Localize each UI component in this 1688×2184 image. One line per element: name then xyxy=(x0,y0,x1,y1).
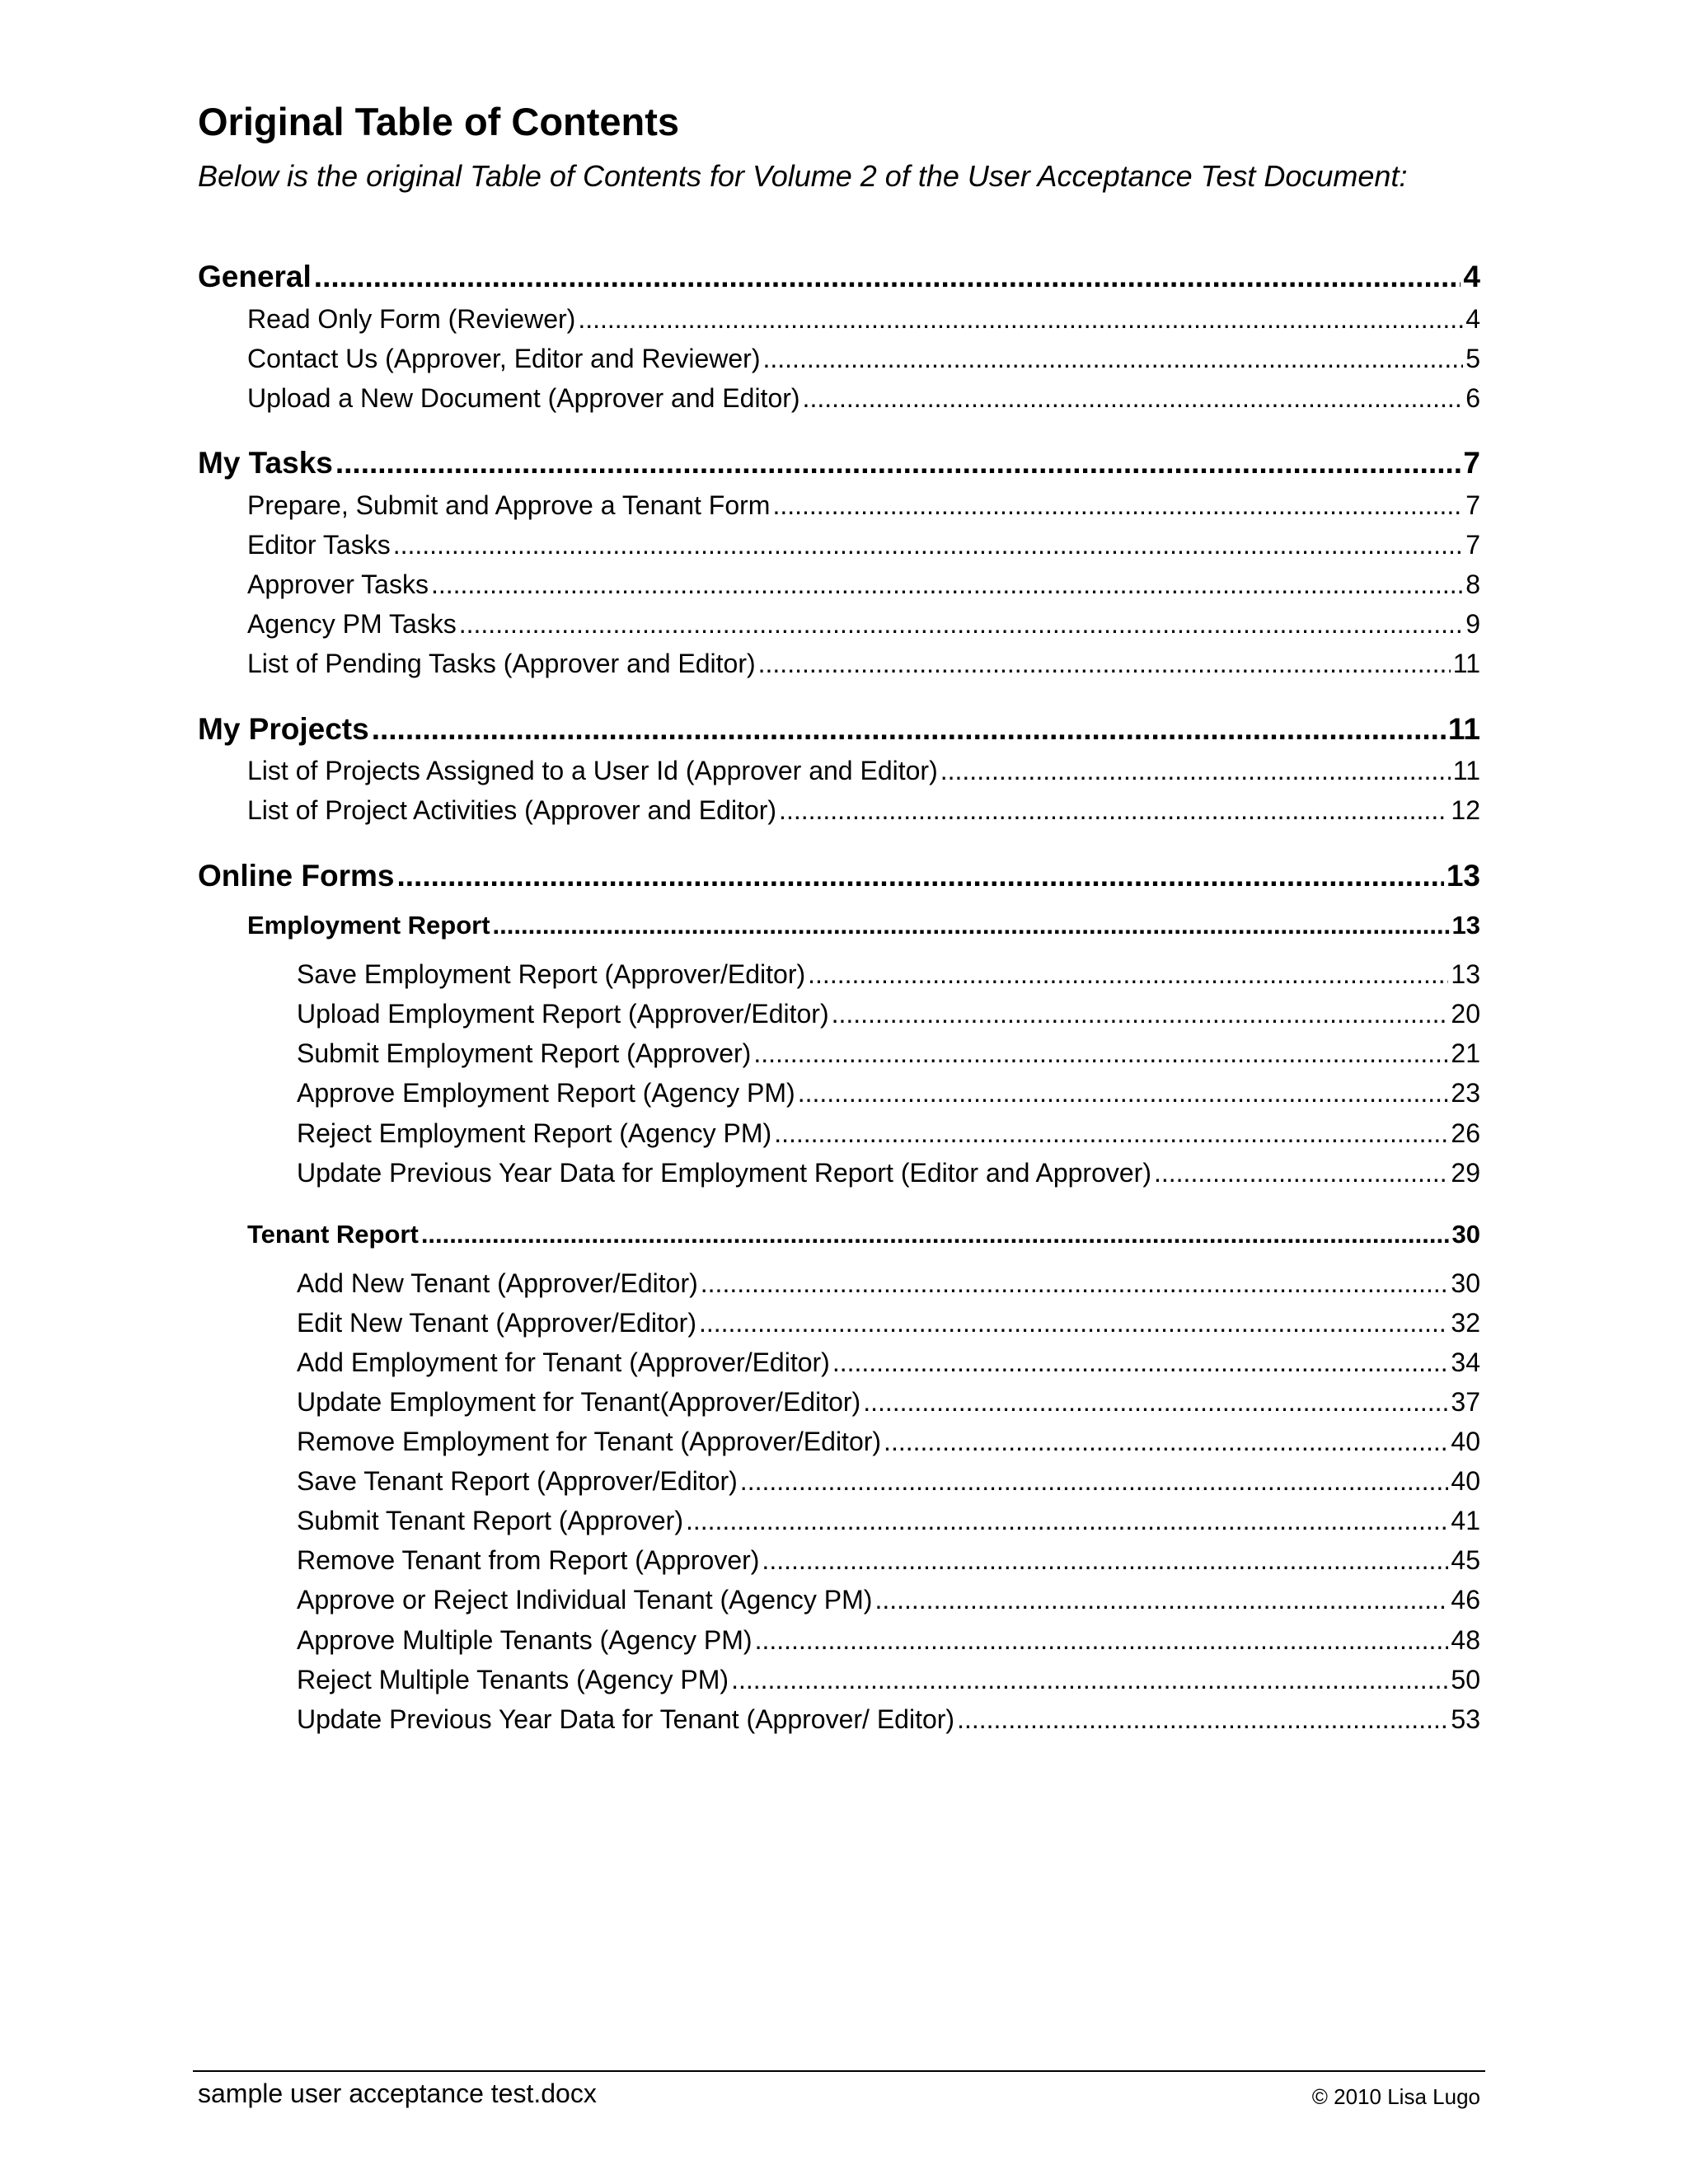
toc-page-number: 34 xyxy=(1451,1347,1480,1377)
toc-entry xyxy=(297,1267,1480,1300)
toc-dot-leader xyxy=(772,489,1463,522)
toc-entry xyxy=(297,958,1480,991)
toc-page-number: 30 xyxy=(1451,1268,1480,1298)
toc-page-number: 45 xyxy=(1451,1545,1480,1575)
toc-dot-leader xyxy=(753,1037,1448,1070)
toc-page-number: 8 xyxy=(1465,569,1480,599)
toc-page-number: 13 xyxy=(1446,859,1480,893)
toc-dot-leader xyxy=(740,1465,1449,1497)
toc-entry xyxy=(297,1117,1480,1150)
toc-dot-leader xyxy=(863,1385,1448,1418)
toc-entry-title: Approve Multiple Tenants (Agency PM) xyxy=(297,1625,753,1655)
toc-entry xyxy=(297,1156,1480,1189)
toc-entry xyxy=(247,754,1480,787)
toc-entry xyxy=(297,997,1480,1030)
toc-dot-leader xyxy=(431,568,1463,601)
toc-page-number: 4 xyxy=(1463,260,1480,293)
toc-page-number: 6 xyxy=(1465,383,1480,413)
toc-page-number: 50 xyxy=(1451,1665,1480,1694)
toc-page-number: 37 xyxy=(1451,1387,1480,1417)
toc-entry xyxy=(297,1544,1480,1577)
toc-section-general xyxy=(198,258,1480,296)
toc-entry xyxy=(297,1465,1480,1497)
toc-dot-leader xyxy=(957,1703,1448,1736)
toc-dot-leader xyxy=(755,1624,1449,1657)
toc-entry-title: Upload Employment Report (Approver/Editor) xyxy=(297,999,829,1029)
footer-copyright: © 2010 Lisa Lugo xyxy=(1311,2084,1480,2109)
toc-page-number: 26 xyxy=(1451,1118,1480,1148)
toc-entry-title: Approve Employment Report (Agency PM) xyxy=(297,1078,795,1108)
toc-dot-leader xyxy=(779,794,1448,827)
toc-page-number: 46 xyxy=(1451,1585,1480,1615)
toc-page-number: 11 xyxy=(1447,712,1480,746)
toc-dot-leader xyxy=(699,1306,1448,1339)
toc-dot-leader xyxy=(762,342,1463,375)
toc-page-number: 7 xyxy=(1463,446,1480,480)
toc-entry-title: Contact Us (Approver, Editor and Reviewer) xyxy=(247,344,761,373)
toc-page-number: 23 xyxy=(1451,1078,1480,1108)
toc-dot-leader xyxy=(940,754,1451,787)
toc-dot-leader xyxy=(493,909,1450,942)
toc-entry-title: Edit New Tenant (Approver/Editor) xyxy=(297,1308,696,1338)
toc-dot-leader xyxy=(758,647,1451,680)
toc-entry-title: List of Pending Tasks (Approver and Editor) xyxy=(247,649,756,678)
toc-entry-title: Submit Tenant Report (Approver) xyxy=(297,1506,683,1535)
toc-page-number: 5 xyxy=(1465,344,1480,373)
toc-entry-title: Add New Tenant (Approver/Editor) xyxy=(297,1268,698,1298)
toc-page-number: 11 xyxy=(1452,756,1480,785)
toc-entry-title: Update Previous Year Data for Tenant (Approver/ Editor) xyxy=(297,1704,955,1734)
toc-page-number: 7 xyxy=(1465,530,1480,560)
toc-page-number: 21 xyxy=(1451,1038,1480,1068)
toc-dot-leader xyxy=(832,1346,1449,1379)
toc-dot-leader xyxy=(803,382,1464,415)
toc-dot-leader xyxy=(686,1504,1448,1537)
toc-entry xyxy=(247,528,1480,561)
toc-entry xyxy=(297,1037,1480,1070)
toc-dot-leader xyxy=(884,1425,1448,1458)
toc-entry xyxy=(247,607,1480,640)
toc-dot-leader xyxy=(396,857,1443,895)
toc-entry-title: My Projects xyxy=(198,712,369,746)
page-subtitle: Below is the original Table of Contents for Volume 2 of the User Acceptance Test Document: xyxy=(198,159,1408,193)
toc-section-my-projects xyxy=(198,710,1480,748)
toc-entry-title: Remove Tenant from Report (Approver) xyxy=(297,1545,760,1575)
toc-entry-title: Add Employment for Tenant (Approver/Editor) xyxy=(297,1347,830,1377)
toc-page-number: 48 xyxy=(1451,1625,1480,1655)
toc-entry xyxy=(297,1306,1480,1339)
toc-entry xyxy=(297,1583,1480,1616)
toc-page-number: 53 xyxy=(1451,1704,1480,1734)
toc-dot-leader xyxy=(578,302,1463,335)
toc-page-number: 40 xyxy=(1451,1427,1480,1456)
toc-entry xyxy=(297,1663,1480,1696)
toc-entry-title: List of Projects Assigned to a User Id (Approver and Editor) xyxy=(247,756,938,785)
toc-entry-title: Save Tenant Report (Approver/Editor) xyxy=(297,1466,738,1496)
toc-section-my-tasks xyxy=(198,444,1480,482)
toc-page-number: 41 xyxy=(1451,1506,1480,1535)
toc-dot-leader xyxy=(808,958,1448,991)
toc-dot-leader xyxy=(372,710,1446,748)
toc-entry-title: Upload a New Document (Approver and Editor) xyxy=(247,383,800,413)
page-title: Original Table of Contents xyxy=(198,100,680,143)
toc-entry xyxy=(297,1076,1480,1109)
toc-dot-leader xyxy=(832,997,1449,1030)
toc-dot-leader xyxy=(459,607,1463,640)
toc-entry xyxy=(297,1703,1480,1736)
toc-entry-title: Submit Employment Report (Approver) xyxy=(297,1038,752,1068)
toc-page-number: 9 xyxy=(1465,609,1480,639)
toc-subsection-employment-report xyxy=(247,909,1480,942)
toc-entry-title: Update Previous Year Data for Employment Report (Editor and Approver) xyxy=(297,1158,1151,1188)
toc-page-number: 13 xyxy=(1451,911,1480,940)
toc-entry-title: Remove Employment for Tenant (Approver/Editor) xyxy=(297,1427,882,1456)
toc-entry-title: Save Employment Report (Approver/Editor) xyxy=(297,959,806,989)
toc-page-number: 40 xyxy=(1451,1466,1480,1496)
toc-entry-title: List of Project Activities (Approver and Editor) xyxy=(247,795,777,825)
toc-page-number: 13 xyxy=(1451,959,1480,989)
toc-entry-title: Employment Report xyxy=(247,911,490,940)
toc-page-number: 12 xyxy=(1451,795,1480,825)
toc-entry-title: Agency PM Tasks xyxy=(247,609,457,639)
toc-entry-title: Read Only Form (Reviewer) xyxy=(247,304,576,334)
toc-entry-title: Update Employment for Tenant(Approver/Editor) xyxy=(297,1387,861,1417)
toc-dot-leader xyxy=(421,1218,1450,1251)
toc-entry xyxy=(247,568,1480,601)
toc-page-number: 29 xyxy=(1451,1158,1480,1188)
toc-entry xyxy=(247,342,1480,375)
toc-dot-leader xyxy=(1154,1156,1448,1189)
toc-entry xyxy=(297,1425,1480,1458)
toc-entry xyxy=(297,1385,1480,1418)
toc-entry xyxy=(247,302,1480,335)
toc-subsection-tenant-report xyxy=(247,1218,1480,1251)
toc-dot-leader xyxy=(335,444,1461,482)
toc-entry-title: Approver Tasks xyxy=(247,569,429,599)
toc-entry-title: Online Forms xyxy=(198,859,395,893)
toc-entry-title: Reject Employment Report (Agency PM) xyxy=(297,1118,772,1148)
toc-entry xyxy=(247,382,1480,415)
toc-entry xyxy=(297,1504,1480,1537)
toc-page-number: 30 xyxy=(1451,1220,1480,1249)
toc-entry xyxy=(297,1346,1480,1379)
toc-entry-title: Reject Multiple Tenants (Agency PM) xyxy=(297,1665,729,1694)
toc-section-online-forms xyxy=(198,857,1480,895)
toc-dot-leader xyxy=(701,1267,1449,1300)
footer-filename: sample user acceptance test.docx xyxy=(198,2079,597,2108)
toc-entry-title: My Tasks xyxy=(198,446,333,480)
toc-entry-title: Editor Tasks xyxy=(247,530,391,560)
toc-entry xyxy=(247,489,1480,522)
toc-dot-leader xyxy=(798,1076,1449,1109)
toc-entry-title: Approve or Reject Individual Tenant (Agency PM) xyxy=(297,1585,873,1615)
toc-entry-title: Tenant Report xyxy=(247,1220,419,1249)
toc-dot-leader xyxy=(874,1583,1448,1616)
toc-entry xyxy=(247,647,1480,680)
toc-entry xyxy=(297,1624,1480,1657)
footer-divider xyxy=(193,2070,1485,2072)
toc-dot-leader xyxy=(762,1544,1448,1577)
toc-dot-leader xyxy=(731,1663,1448,1696)
toc-dot-leader xyxy=(774,1117,1448,1150)
toc-entry-title: General xyxy=(198,260,312,293)
toc-page-number: 11 xyxy=(1452,649,1480,678)
toc-dot-leader xyxy=(314,258,1461,296)
toc-page-number: 4 xyxy=(1465,304,1480,334)
toc-entry xyxy=(247,794,1480,827)
toc-page-number: 32 xyxy=(1451,1308,1480,1338)
toc-entry-title: Prepare, Submit and Approve a Tenant Form xyxy=(247,490,771,520)
toc-dot-leader xyxy=(393,528,1464,561)
toc-page-number: 20 xyxy=(1451,999,1480,1029)
toc-page-number: 7 xyxy=(1465,490,1480,520)
